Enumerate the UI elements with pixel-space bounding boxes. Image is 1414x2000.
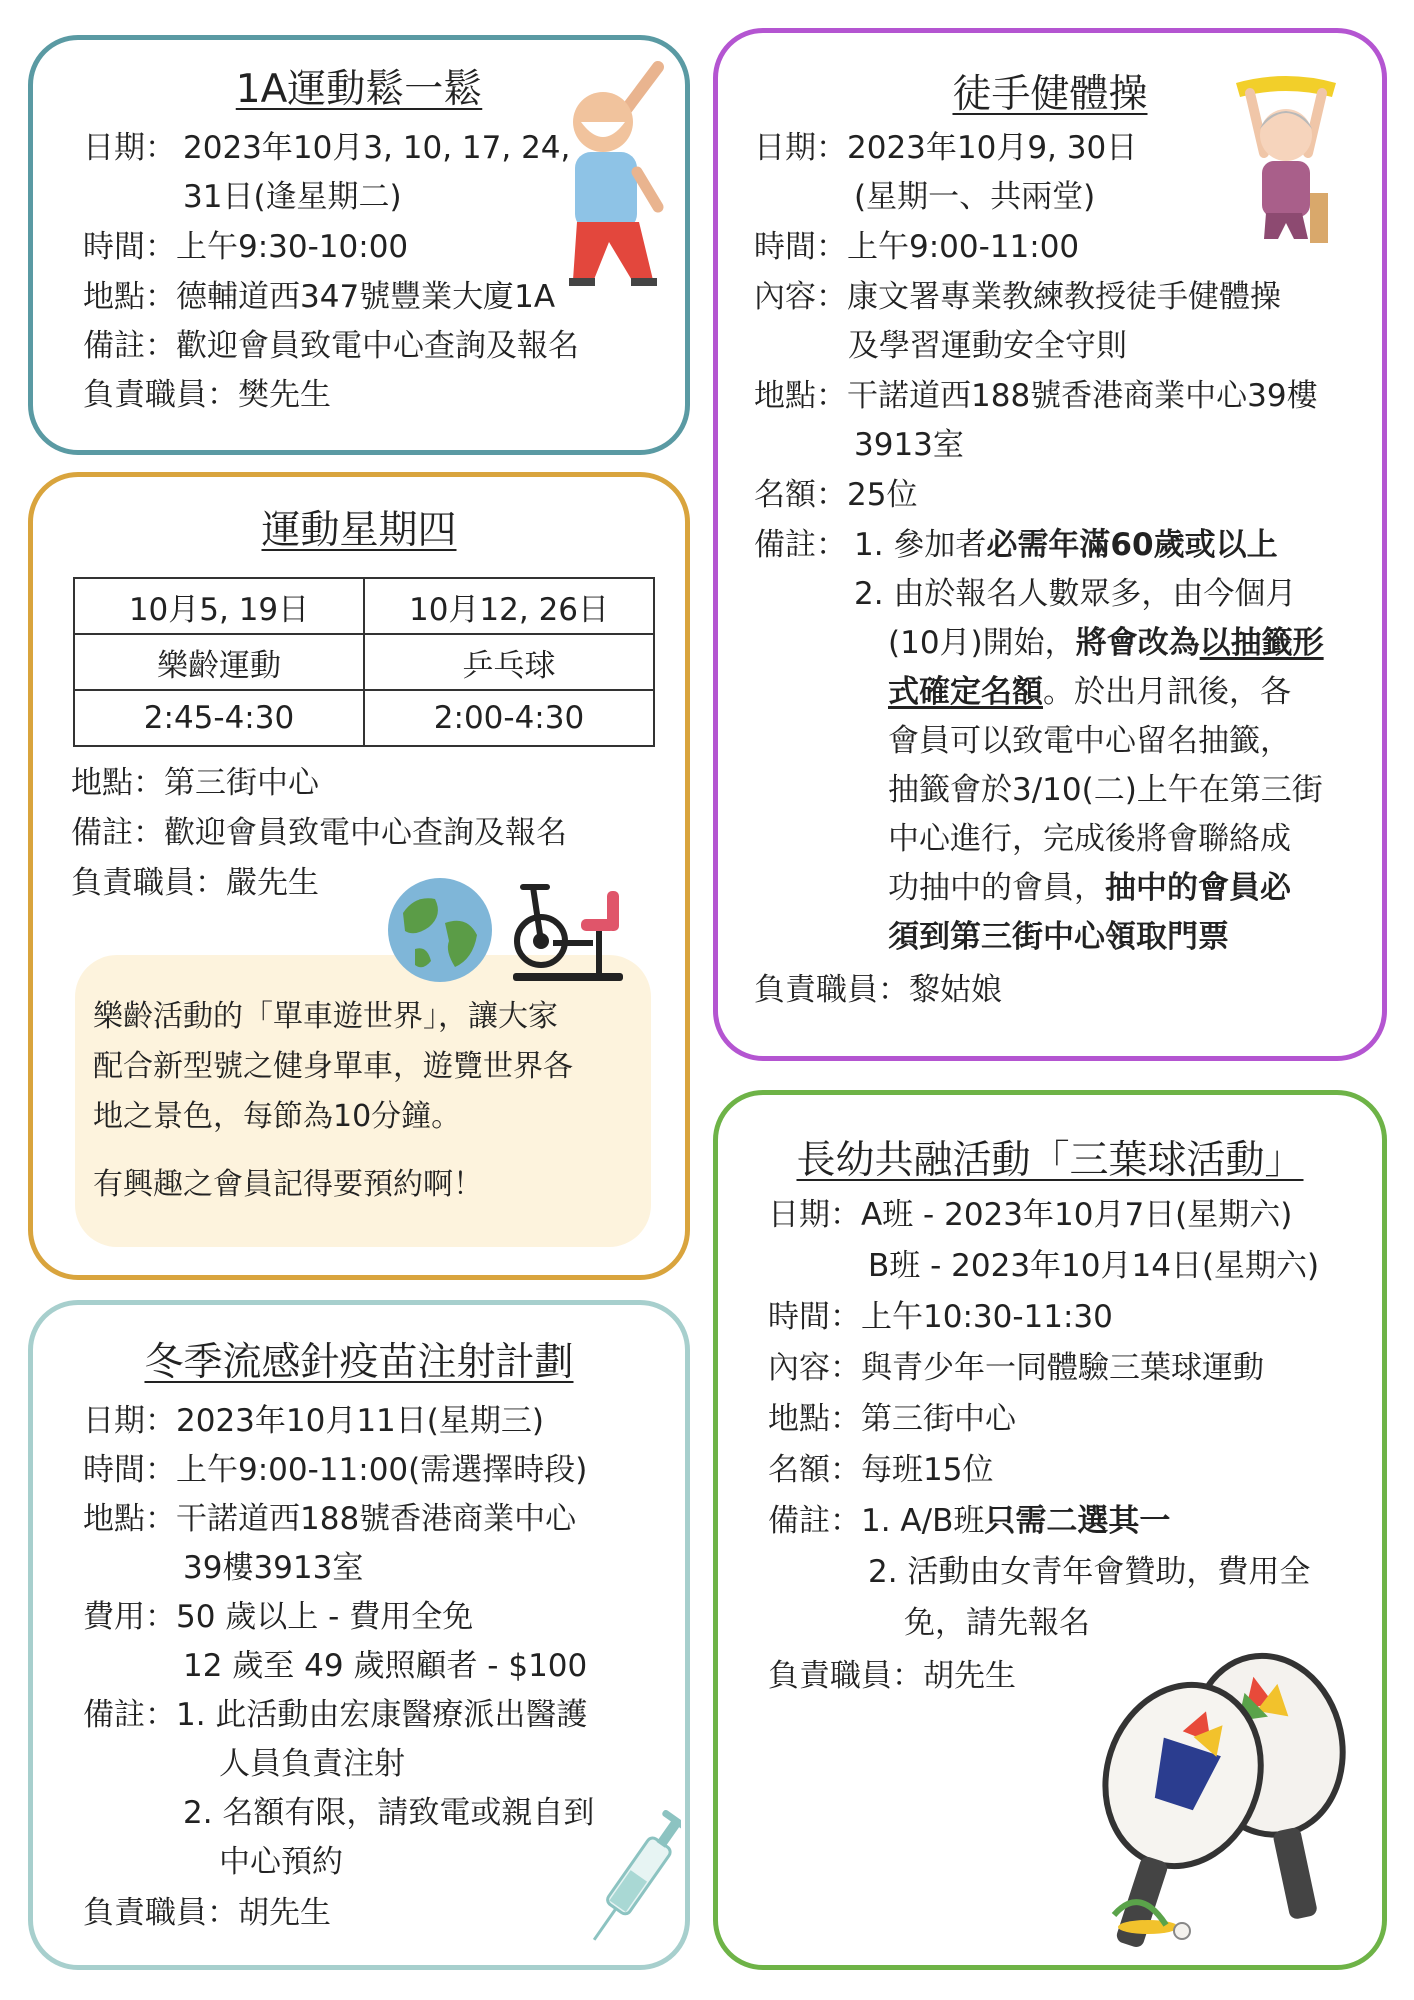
card-1a-exercise <box>28 35 690 455</box>
date-line: 日期：2023年10月11日(星期三) <box>83 1403 544 1439</box>
remark-1-text: 1. 參加者 <box>854 527 987 563</box>
venue-line: 地點：第三街中心 <box>768 1401 1016 1437</box>
remark-2-line <box>888 917 1229 957</box>
table-cell: 10月12, 26日 <box>364 578 654 634</box>
remark-2-bold-underline: 以抽籤形 <box>1199 625 1324 661</box>
content-line-1: 內容：康文署專業教練教授徒手健體操 <box>754 279 1281 315</box>
remark-1 <box>768 1501 1170 1541</box>
date-line-1: 日期：A班 - 2023年10月7日(星期六) <box>768 1197 1293 1233</box>
table-cell: 2:00-4:30 <box>364 690 654 746</box>
remark-1-text: 備註：1. A/B班 <box>768 1503 985 1539</box>
venue-line-2: 3913室 <box>854 427 964 463</box>
staff-line: 負責職員：嚴先生 <box>71 865 319 901</box>
remark-2-bold-underline: 式確定名額 <box>888 674 1043 710</box>
date-line-1: 日期：2023年10月9, 30日 <box>754 130 1138 166</box>
remark-2-line <box>888 672 1291 712</box>
staff-line: 負責職員：胡先生 <box>768 1658 1016 1694</box>
card-freehand-exercise <box>713 28 1387 1061</box>
remark-2-line: 會員可以致電中心留名抽籤， <box>888 723 1291 759</box>
remark-2-line: 2. 活動由女青年會贊助，費用全 <box>868 1554 1311 1590</box>
remark-2-bold: 抽中的會員必 <box>1105 870 1291 906</box>
card-title: 長幼共融活動「三葉球活動」 <box>796 1138 1304 1183</box>
remark-line: 備註：歡迎會員致電中心查詢及報名 <box>71 815 567 851</box>
time-line: 時間：上午9:00-11:00 <box>754 229 1080 265</box>
remark-2-line: 免，請先報名 <box>904 1605 1090 1641</box>
date-line-1: 2023年10月3, 10, 17, 24, <box>183 130 571 166</box>
globe-icon <box>385 875 495 985</box>
remark-1-bold: 必需年滿60歲或以上 <box>986 527 1278 563</box>
card-flu-vaccine <box>28 1300 690 1970</box>
content-line-2: 及學習運動安全守則 <box>848 328 1127 364</box>
remark-2-text: (10月)開始， <box>888 625 1076 661</box>
remark-2-bold: 將會改為 <box>1075 625 1200 661</box>
remark-2-text: 。於出月訊後，各 <box>1043 674 1291 710</box>
remark-line: 備註：歡迎會員致電中心查詢及報名 <box>83 328 579 364</box>
venue-line: 地點：德輔道西347號豐業大廈1A <box>83 279 556 315</box>
time-line: 時間：上午9:00-11:00(需選擇時段) <box>83 1452 588 1488</box>
remark-2-line: 中心進行，完成後將會聯絡成 <box>888 821 1291 857</box>
quota-line: 名額：25位 <box>754 477 918 513</box>
syringe-icon <box>591 1805 681 1955</box>
exercise-bike-icon <box>503 877 633 987</box>
time-line: 時間：上午10:30-11:30 <box>768 1299 1113 1335</box>
remark-2-line <box>888 868 1291 908</box>
card-title: 運動星期四 <box>261 508 457 553</box>
remark-1-bold: 只需二選其一 <box>984 1503 1171 1539</box>
venue-line-1: 地點：干諾道西188號香港商業中心 <box>83 1501 577 1537</box>
venue-line-1: 地點：干諾道西188號香港商業中心39樓 <box>754 378 1318 414</box>
bubble-line: 樂齡活動的「單車遊世界」，讓大家 <box>93 999 558 1034</box>
staff-line: 負責職員：胡先生 <box>83 1895 331 1931</box>
table-row <box>74 634 654 690</box>
card-pickleball <box>713 1090 1387 1970</box>
content-line: 內容：與青少年一同體驗三葉球運動 <box>768 1350 1264 1386</box>
remark-label: 備註： <box>754 527 847 563</box>
pickleball-paddles-icon <box>1070 1635 1370 1955</box>
remark-2-line: 抽籤會於3/10(二)上午在第三街 <box>888 772 1323 808</box>
table-cell: 乒乓球 <box>364 634 654 690</box>
venue-line-2: 39樓3913室 <box>183 1550 364 1586</box>
table-cell: 2:45-4:30 <box>74 690 364 746</box>
fee-line-2: 12 歲至 49 歲照顧者 - $100 <box>183 1648 588 1684</box>
bubble-line: 地之景色，每節為10分鐘。 <box>93 1099 462 1134</box>
info-bubble <box>75 955 651 1247</box>
remark-line-1: 備註：1. 此活動由宏康醫療派出醫護 <box>83 1697 588 1733</box>
staff-line: 負責職員：樊先生 <box>83 377 331 413</box>
table-row <box>74 690 654 746</box>
quota-line: 名額：每班15位 <box>768 1452 994 1488</box>
remark-2-bold: 須到第三街中心領取門票 <box>888 919 1229 955</box>
bubble-line: 有興趣之會員記得要預約啊！ <box>93 1167 483 1202</box>
remark-line-4: 中心預約 <box>219 1844 343 1880</box>
remark-2-text: 功抽中的會員， <box>888 870 1105 906</box>
date-line-2: B班 - 2023年10月14日(星期六) <box>868 1248 1320 1284</box>
remark-line-3: 2. 名額有限，請致電或親自到 <box>183 1795 595 1831</box>
date-label: 日期： <box>83 130 176 166</box>
staff-line: 負責職員：黎姑娘 <box>754 972 1002 1008</box>
remark-1 <box>854 525 1278 565</box>
exercising-elder-icon <box>1216 63 1356 253</box>
venue-line: 地點：第三街中心 <box>71 765 319 801</box>
card-title: 1A運動鬆一鬆 <box>235 67 483 112</box>
remark-line-2: 人員負責注射 <box>219 1746 405 1782</box>
schedule-table <box>73 577 655 747</box>
table-cell: 10月5, 19日 <box>74 578 364 634</box>
card-title: 冬季流感針疫苗注射計劃 <box>144 1340 574 1385</box>
time-line: 時間：上午9:30-10:00 <box>83 229 409 265</box>
card-thursday-sports <box>28 472 690 1280</box>
table-cell: 樂齡運動 <box>74 634 364 690</box>
table-row <box>74 578 654 634</box>
card-title: 徒手健體操 <box>952 72 1148 117</box>
remark-2-line: 2. 由於報名人數眾多，由今個月 <box>854 576 1297 612</box>
date-line-2: (星期一、共兩堂) <box>854 179 1096 215</box>
date-line-2: 31日(逢星期二) <box>183 179 402 215</box>
stretching-elder-icon <box>553 52 683 292</box>
bubble-line: 配合新型號之健身單車，遊覽世界各 <box>93 1049 573 1084</box>
fee-line-1: 費用：50 歲以上 - 費用全免 <box>83 1599 474 1635</box>
remark-2-line <box>888 623 1324 663</box>
